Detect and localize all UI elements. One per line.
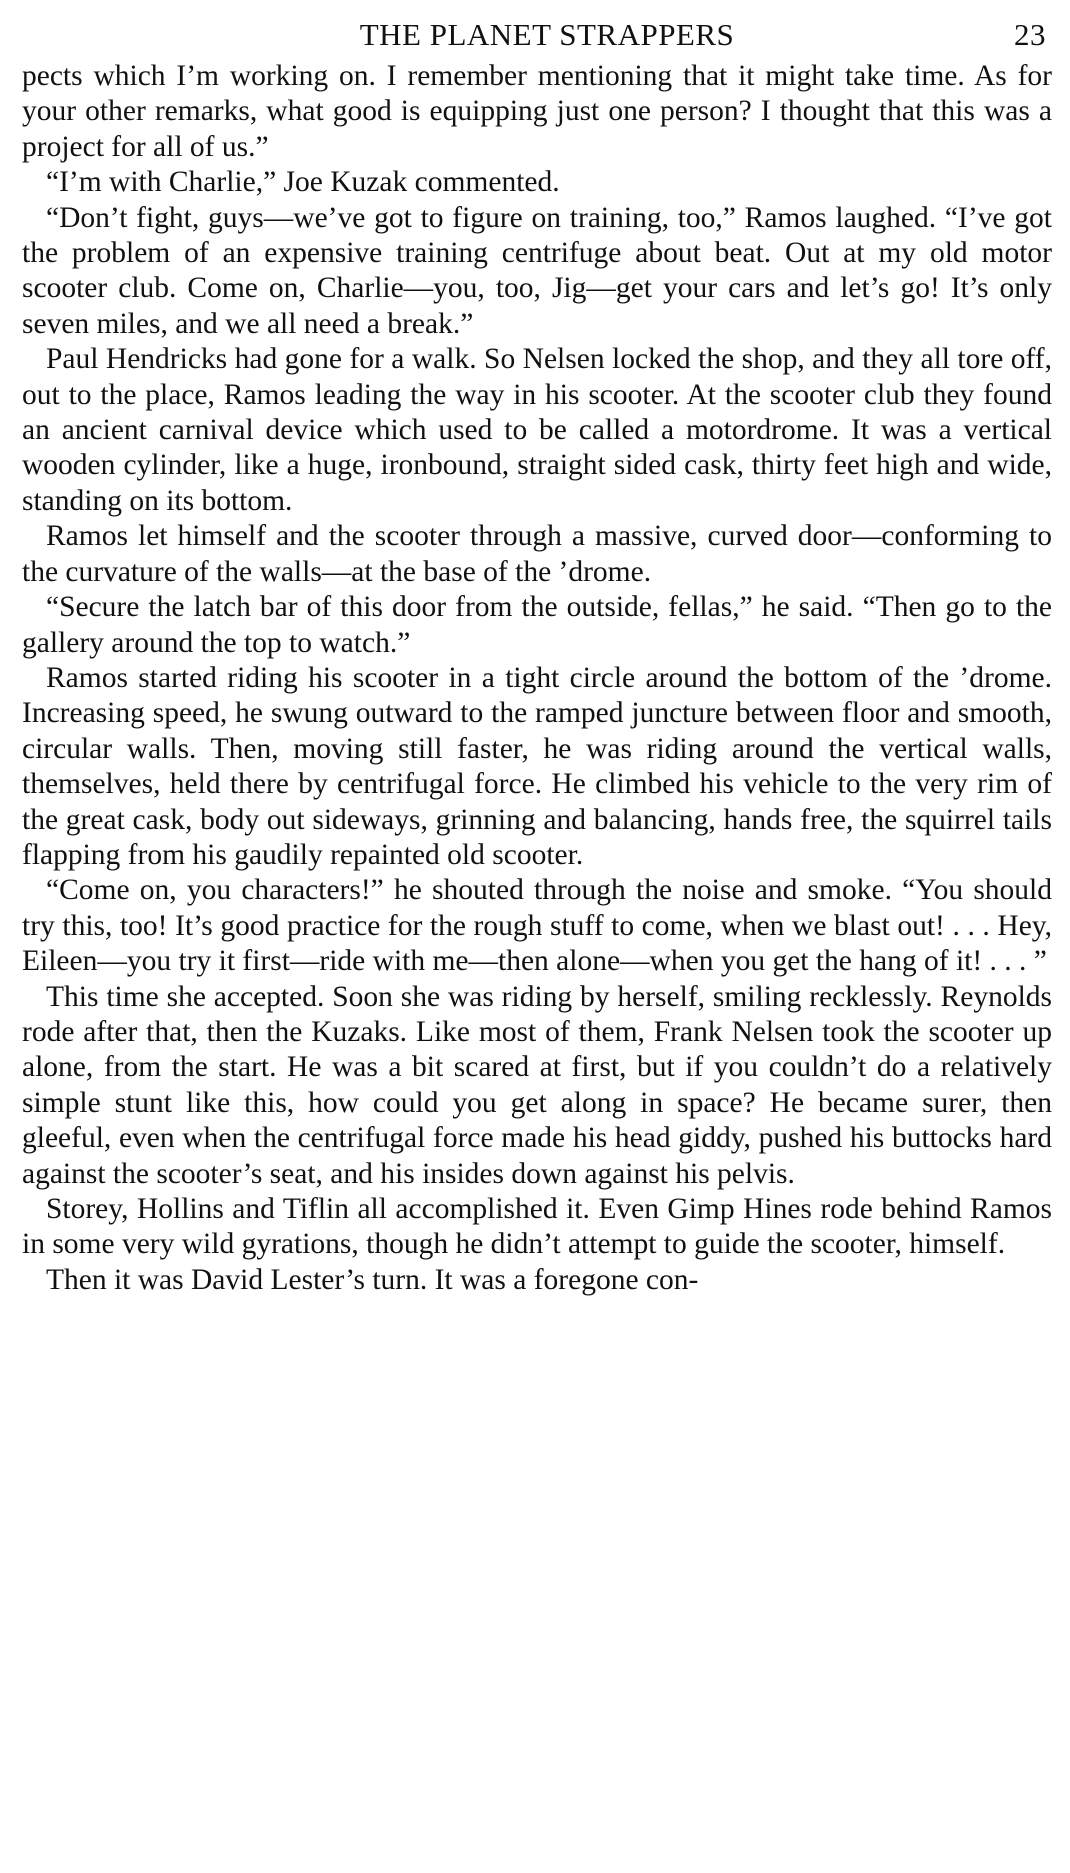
paragraph: Storey, Hollins and Tiflin all accomplished it. Even Gimp Hines rode behind Ramos in some very wild gyrations, though he didn’t attempt to guide the scooter, himself. xyxy=(22,1193,1052,1261)
paragraph: This time she accepted. Soon she was riding by herself, smiling recklessly. Reynolds rode after that, then the Kuzaks. Like most of them, Frank Nelsen took the scooter up alone, from the start. He was a bit scared at first, but if you couldn’t do a relatively simple stunt like this, how could you get along in space? He became surer, then gleeful, even when the centrifugal force made his head giddy, pushed his buttocks hard against the scooter’s seat, and his insides down against his pelvis. xyxy=(22,980,1052,1190)
paragraph: “I’m with Charlie,” Joe Kuzak commented. xyxy=(46,166,560,199)
paragraph: “Come on, you characters!” he shouted through the noise and smoke. “You should try this, too! It’s good practice for the rough stuff to come, when we blast out! . . . Hey, Eileen—you try it first—ride with me—then alone—when you get the hang of it! . . . ” xyxy=(22,874,1052,978)
running-head xyxy=(22,14,1052,56)
paragraph: Ramos started riding his scooter in a tight circle around the bottom of the ’drome. Increasing speed, he swung outward to the ramped juncture between floor and smooth, circular walls. Then, moving still faster, he was riding around the vertical walls, themselves, held there by centrifugal force. He climbed his vehicle to the very rim of the great cask, body out sideways, grinning and balancing, hands free, the squirrel tails flapping from his gaudily repainted old scooter. xyxy=(22,661,1052,871)
page-number: 23 xyxy=(1014,17,1046,52)
paragraph: “Don’t fight, guys—we’ve got to figure on training, too,” Ramos laughed. “I’ve got the problem of an expensive training centrifuge about beat. Out at my old motor scooter club. Come on, Charlie—you, too, Jig—get your cars and let’s go! It’s only seven miles, and we all need a break.” xyxy=(22,201,1052,340)
paragraph: Paul Hendricks had gone for a walk. So Nelsen locked the shop, and they all tore off, out to the place, Ramos leading the way in his scooter. At the scooter club they found an ancient carnival device which used to be called a motordrome. It was a vertical wooden cylinder, like a huge, ironbound, straight sided cask, thirty feet high and wide, standing on its bottom. xyxy=(22,343,1052,517)
paragraph: “Secure the latch bar of this door from the outside, fellas,” he said. “Then go to the gallery around the top to watch.” xyxy=(22,591,1052,659)
paragraph: Then it was David Lester’s turn. It was a foregone con- xyxy=(46,1263,699,1296)
paragraph: Ramos let himself and the scooter through a massive, curved door—conforming to the curvature of the walls—at the base of the ’drome. xyxy=(22,520,1052,588)
paragraph-continued: pects which I’m working on. I remember mentioning that it might take time. As for your other remarks, what good is equipping just one person? I thought that this was a project for all of us.” xyxy=(22,60,1052,163)
body-text xyxy=(22,59,1052,1298)
running-title: THE PLANET STRAPPERS xyxy=(359,17,735,52)
